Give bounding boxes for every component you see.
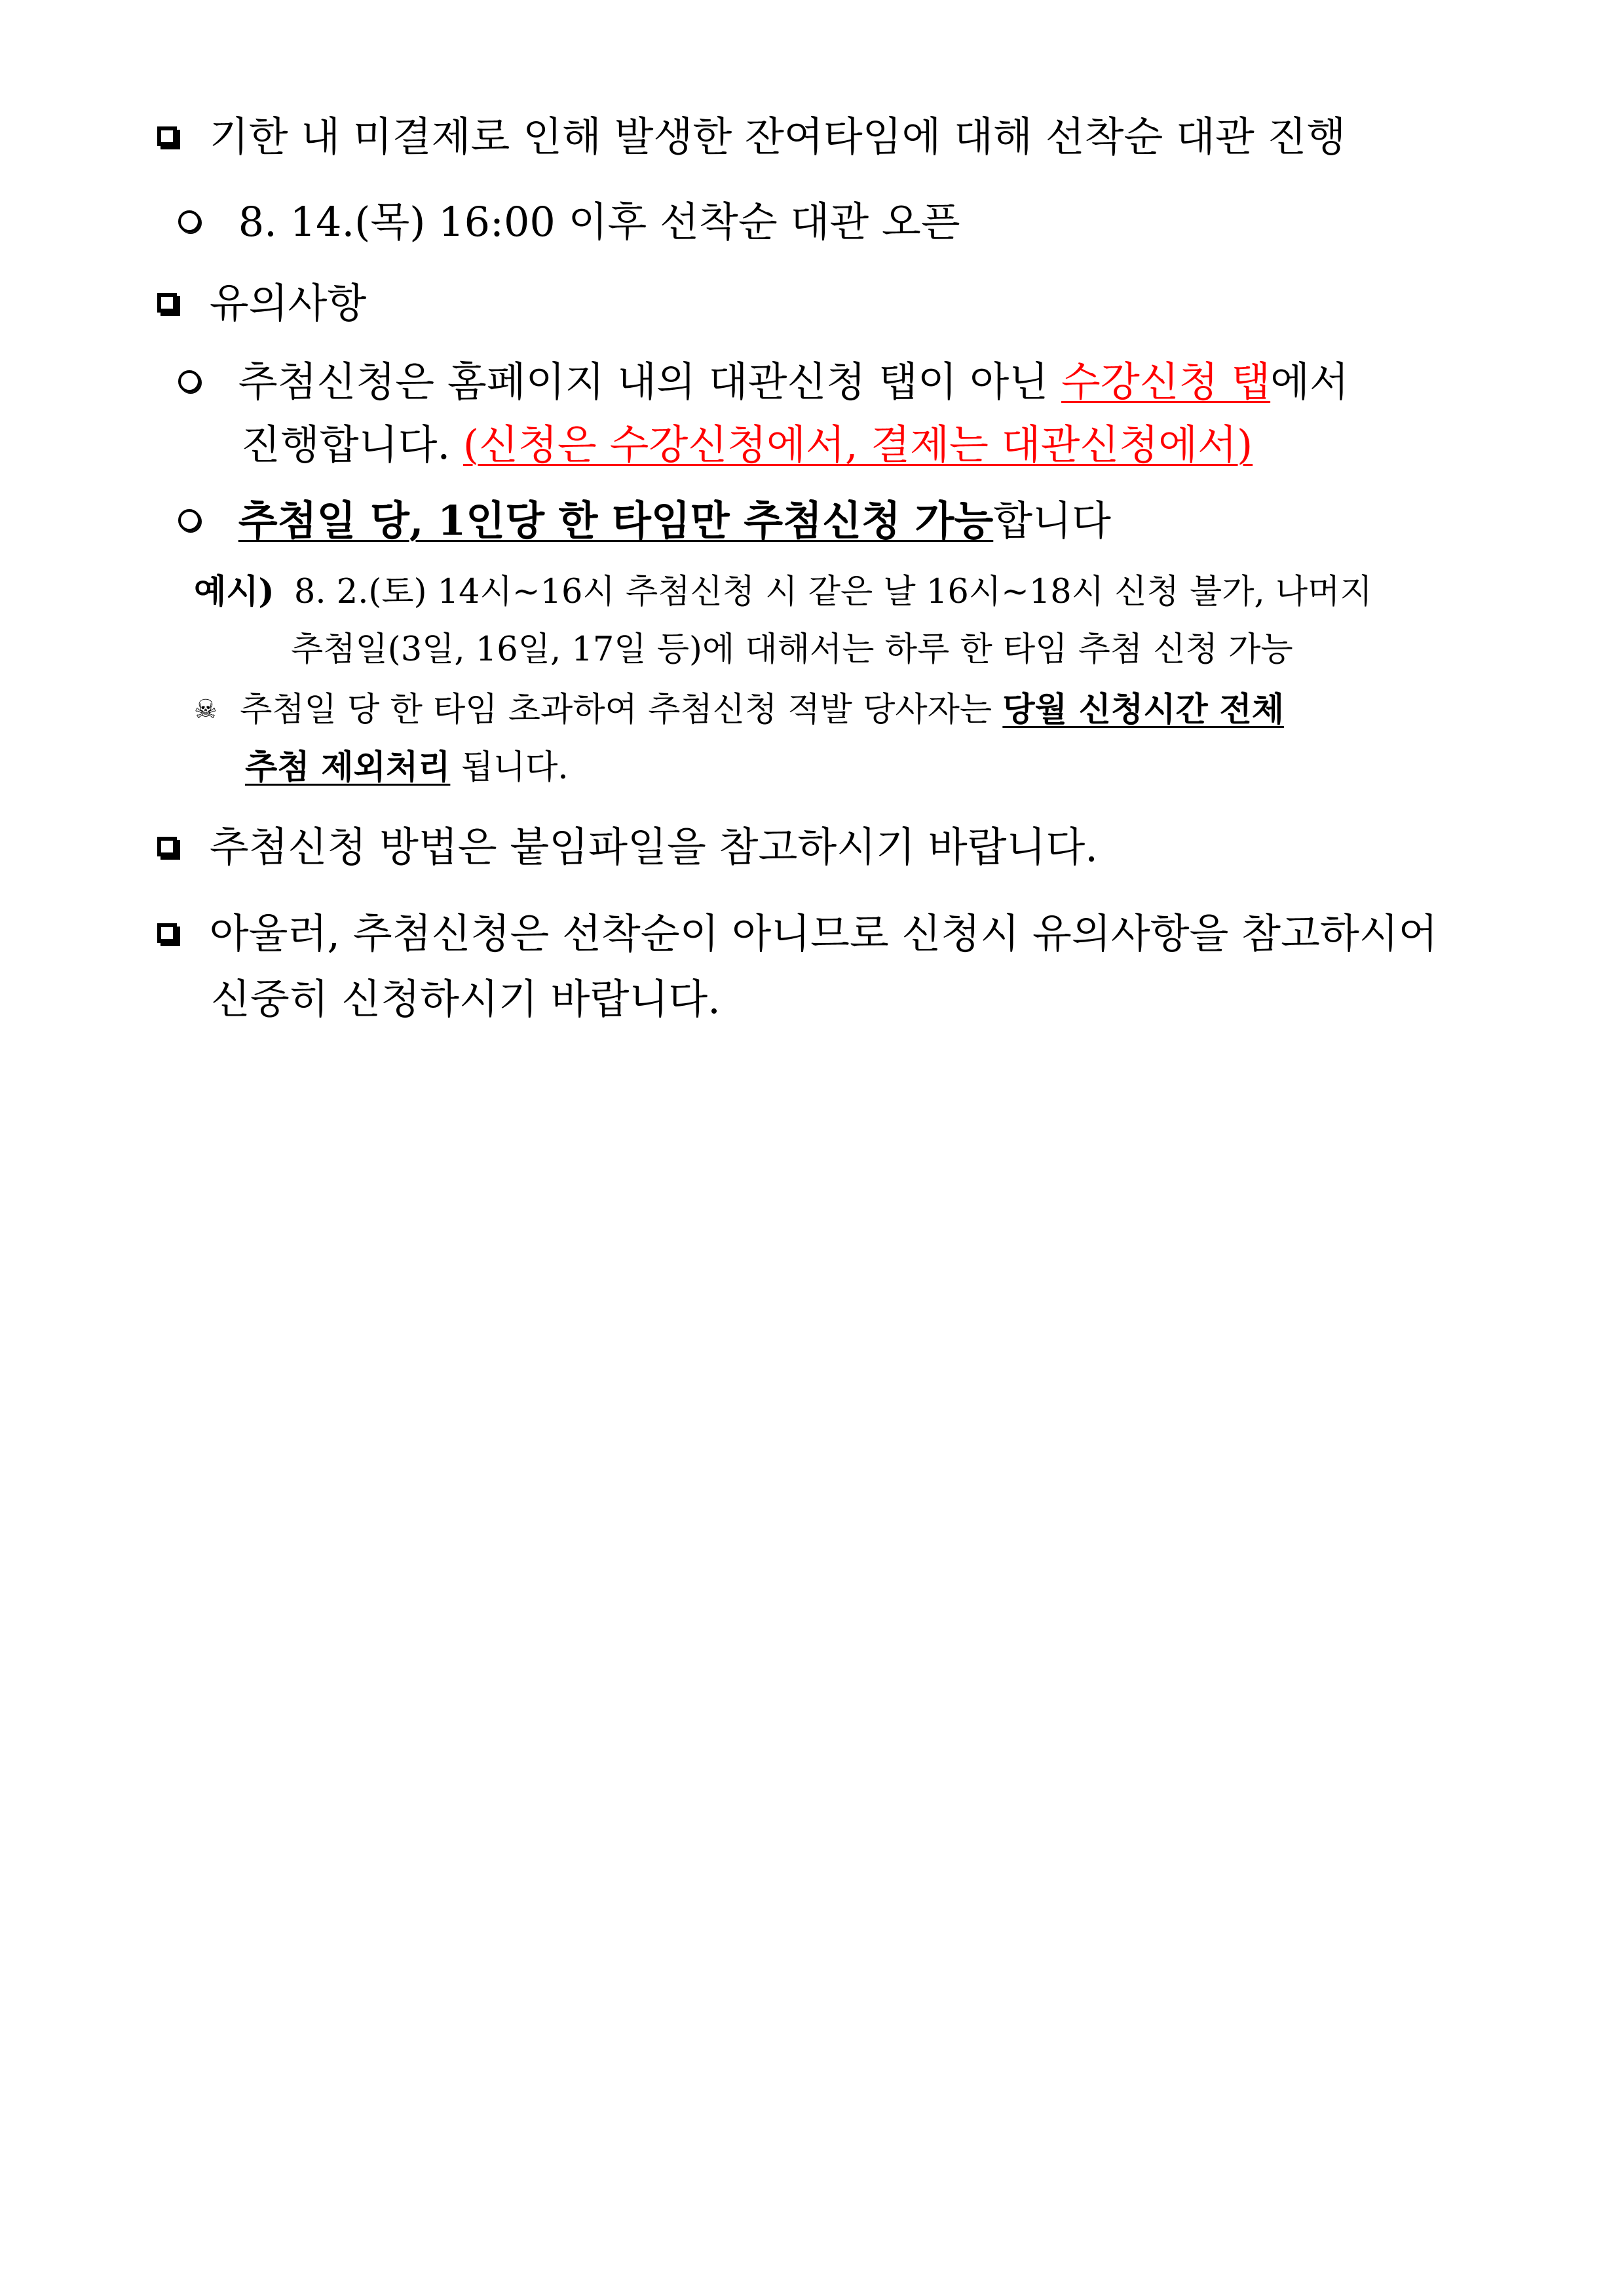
square-bullet-icon [157,923,177,943]
item1-line2-highlight: (신청은 수강신청에서, 결제는 대관신청에서) [463,421,1253,469]
example-label: 예시) [194,572,274,611]
example-line1 [194,572,1372,611]
section2-item2-text [238,497,1111,545]
section2-item1-text [238,358,1349,406]
section1-heading-row [157,113,1346,161]
item2-rest: 합니다 [993,497,1111,545]
section2-item1-row [178,358,1349,406]
warning-emphasis2: 추첨 제외처리 [245,748,451,787]
section2-item1-line2 [241,421,1253,469]
warning-text2: 됩니다. [450,748,569,787]
section2-heading: 유의사항 [209,279,367,327]
square-bullet-icon [157,837,177,856]
section3-heading-row [157,823,1098,871]
section2-item2-row [178,497,1111,545]
section3-heading: 추첨신청 방법은 붙임파일을 참고하시기 바랍니다. [209,823,1098,871]
item1-part3: 에서 [1270,358,1349,406]
square-bullet-icon [157,126,177,146]
item1-line2-part1: 진행합니다. [241,421,463,469]
example-text2: 추첨일(3일, 16일, 17일 등)에 대해서는 하루 한 타임 추첨 신청 가능 [291,630,1293,669]
section4-line2-row [211,975,721,1023]
section4-line2: 신중히 신청하시기 바랍니다. [211,975,721,1023]
warning-line1 [194,690,1284,729]
warning-text1: 추첨일 당 한 타임 초과하여 추첨신청 적발 당사자는 [240,691,1003,729]
example-line2 [291,630,1293,669]
section2-heading-row [157,279,367,327]
warning-emphasis1: 당월 신청시간 전체 [1002,690,1284,729]
section1-item: 8. 14.(목) 16:00 이후 선착순 대관 오픈 [238,198,960,246]
circle-bullet-icon [178,370,200,392]
section1-item-row [178,198,960,246]
warning-line2 [245,748,569,787]
section4-line1-row [157,909,1438,957]
circle-bullet-icon [178,210,200,233]
item1-highlight-tab: 수강신청 탭 [1061,358,1271,406]
item2-emphasis: 추첨일 당, 1인당 한 타임만 추첨신청 가능 [238,497,994,545]
example-text1: 8. 2.(토) 14시~16시 추첨신청 시 같은 날 16시~18시 신청 불가, 나머지 [293,573,1372,611]
circle-bullet-icon [178,509,200,531]
square-bullet-icon [157,293,177,313]
item1-part1: 추첨신청은 홈페이지 내의 대관신청 탭이 아닌 [238,358,1061,406]
section1-heading: 기한 내 미결제로 인해 발생한 잔여타임에 대해 선착순 대관 진행 [209,113,1346,161]
section4-line1: 아울러, 추첨신청은 선착순이 아니므로 신청시 유의사항을 참고하시어 [209,909,1438,957]
skull-icon: ☠ [194,695,217,725]
